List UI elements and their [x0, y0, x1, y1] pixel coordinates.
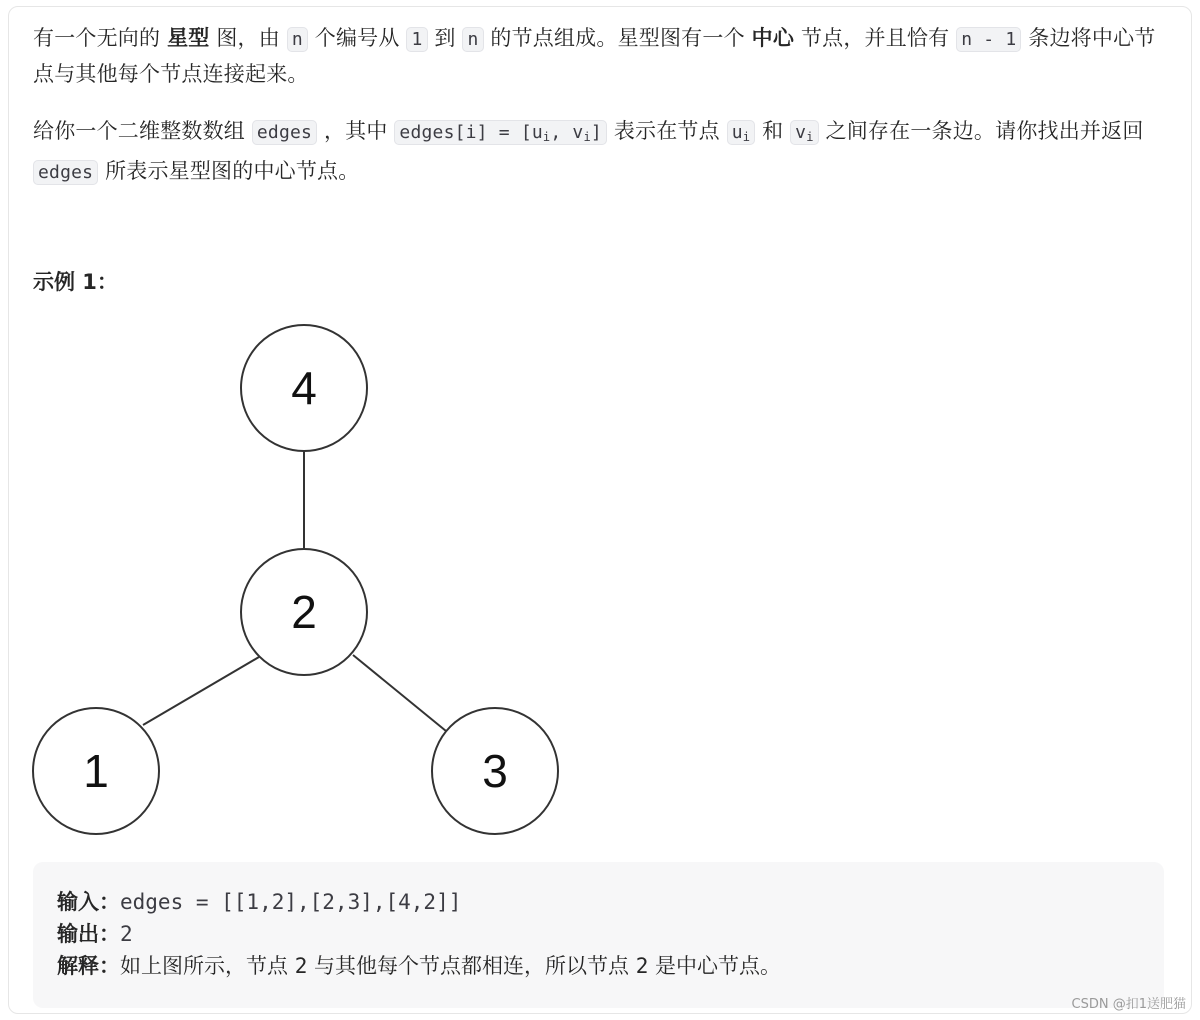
desc-text: ，其中	[317, 119, 395, 143]
explanation-node: 2	[635, 954, 649, 978]
output-label: 输出：	[57, 922, 120, 946]
code-part: edges[i] = [u	[399, 122, 543, 143]
inline-code-n-minus-1: n - 1	[956, 27, 1021, 52]
graph-edge-2-1	[143, 657, 259, 725]
intro-text: 节点，并且恰有	[794, 26, 957, 50]
intro-text: 图，由	[209, 26, 287, 50]
inline-code-edges: edges	[252, 120, 317, 145]
star-graph-term: 星型	[167, 26, 210, 50]
center-term: 中心	[751, 26, 795, 50]
example-heading: 示例 1：	[33, 270, 118, 294]
inline-code-n: n	[287, 27, 308, 52]
explanation-text: 与其他每个节点都相连，所以节点	[307, 954, 636, 978]
inline-code-one: 1	[406, 27, 427, 52]
code-subscript: i	[806, 130, 814, 144]
watermark: CSDN @扣1送肥猫	[1071, 997, 1186, 1012]
graph-node-label: 1	[83, 745, 109, 797]
input-label: 输入：	[57, 890, 120, 914]
explanation-text: 是中心节点。	[648, 954, 782, 978]
code-subscript: i	[542, 130, 551, 144]
explanation-text: 如上图所示，节点	[120, 954, 295, 978]
code-subscript: i	[742, 130, 751, 144]
intro-text: 有一个无向的	[33, 26, 168, 50]
code-part: u	[731, 122, 743, 143]
code-subscript: i	[583, 130, 591, 144]
example-output-line	[57, 918, 1140, 950]
graph-edge-2-3	[353, 655, 446, 731]
example-explanation-line	[57, 950, 1140, 982]
graph-node-label: 2	[291, 586, 317, 638]
explanation-label: 解释：	[57, 954, 120, 978]
inline-code-edges: edges	[33, 160, 98, 185]
desc-text: 之间存在一条边。请你找出并返回	[818, 119, 1144, 143]
desc-text: 表示在节点	[606, 119, 727, 143]
input-value: edges = [[1,2],[2,3],[4,2]]	[120, 890, 462, 914]
desc-text: 给你一个二维整数数组	[33, 119, 252, 143]
intro-text: 的节点组成。星型图有一个	[483, 26, 752, 50]
code-part: , v	[550, 122, 584, 143]
intro-text: 个编号从	[307, 26, 407, 50]
graph-node-label: 4	[291, 362, 317, 414]
intro-text: 到	[427, 26, 463, 50]
graph-node-label: 3	[482, 745, 508, 797]
code-part: v	[795, 122, 807, 143]
explanation-node: 2	[294, 954, 308, 978]
code-part: ]	[590, 122, 602, 143]
desc-text: 所表示星型图的中心节点。	[98, 159, 360, 183]
desc-text: 和	[755, 119, 791, 143]
example-box	[33, 862, 1164, 1008]
intro-text: 条边将中心节点与其他每个节点连接起来。	[33, 26, 1156, 86]
example-input-line	[57, 886, 1140, 918]
inline-code-n: n	[462, 27, 483, 52]
output-value: 2	[120, 922, 133, 946]
